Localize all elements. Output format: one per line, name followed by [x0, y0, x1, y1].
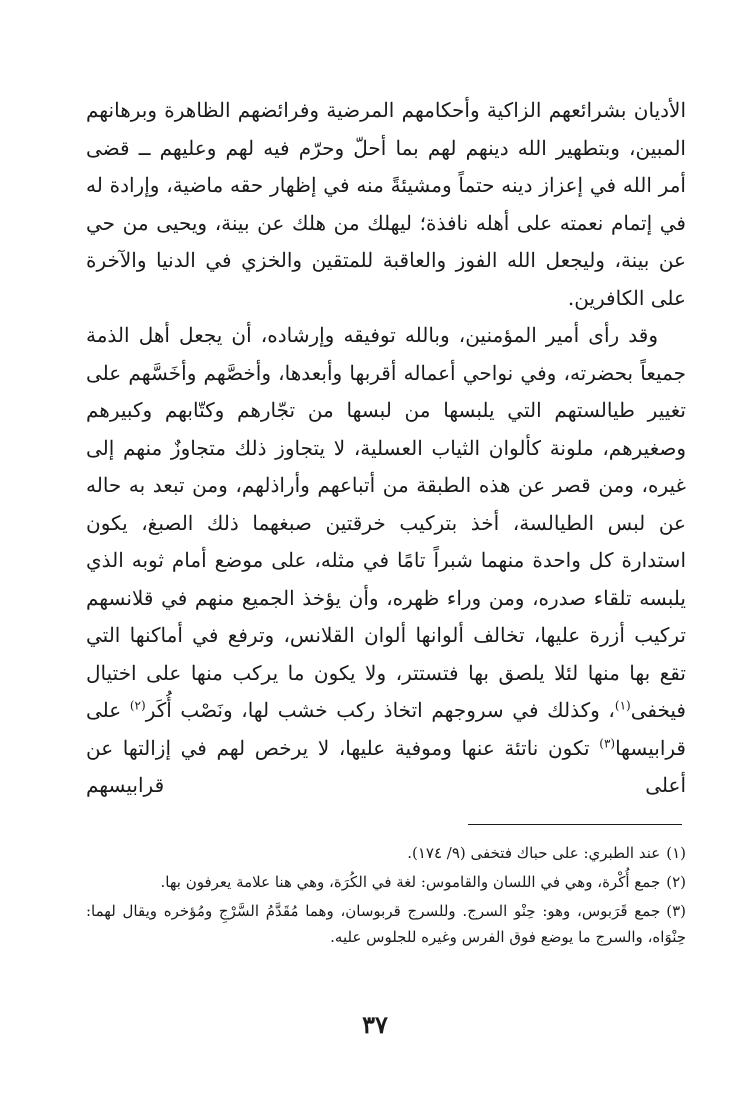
- footnotes: [86, 840, 686, 953]
- footnote-text: عند الطبري: على حباك فتخفى (٩/ ١٧٤).: [407, 844, 661, 862]
- footnote-text: جمع قَرَبوس، وهو: حِنْو السرج. وللسرج قربوسان، وهما مُقَدَّمُ السَّرْجِ ومُؤخره ويقال لهما: حِنْوَاه، والسرج ما يوضع فوق الفرس وغيره للجلوس عليه.: [86, 902, 686, 946]
- footnote-2: [86, 869, 686, 895]
- paragraph-2-part-4: تكون ناتئة عنها وموفية عليها، لا يرخص لهم في إزالتها عن أعلى قرابيسهم: [86, 735, 686, 797]
- paragraph-2: [86, 317, 686, 805]
- page-number: ٣٧: [362, 1010, 388, 1039]
- footnote-number: (٢): [666, 873, 686, 891]
- paragraph-2-part-2: ، وكذلك في سروجهم اتخاذ ركب خشب لها، ونَصْب أُكَر: [145, 698, 615, 722]
- footnote-number: (١): [666, 844, 686, 862]
- main-text: [86, 92, 686, 805]
- paragraph-2-part-3: على قرابيسها: [86, 698, 686, 760]
- footnote-text: جمع أُكْرة، وهي في اللسان والقاموس: لغة في الكُرَة، وهي هنا علامة يعرفون بها.: [160, 873, 661, 891]
- footnote-number: (٣): [666, 902, 686, 920]
- footnote-1: [86, 840, 686, 866]
- paragraph-2-part-1: وقد رأى أمير المؤمنين، وبالله توفيقه وإرشاده، أن يجعل أهل الذمة جميعاً بحضرته، وفي نواحي أعماله أقربها وأبعدها، وأخصَّهم وأخَسَّهم على تغيير طيالستهم التي يلبسها من لبسها من تجّارهم وكتّابهم وكبيرهم وصغيرهم، ملونة كألوان الثياب العسلية، لا يتجاوز ذلك متجاوزٌ منهم إلى غيره، ومن قصر عن هذه الطبقة من أتباعهم وأراذلهم، ومن تبعد به حاله عن لبس الطيالسة، أخذ بتركيب خرقتين صبغهما ذلك الصبغ، يكون استدارة كل واحدة منهما شبراً تامًا في مثله، على موضع أمام ثوبه الذي يلبسه تلقاء صدره، ومن وراء ظهره، وأن يؤخذ الجميع منهم في قلانسهم تركيب أزرة عليها، تخالف ألوانها ألوان القلانس، وترفع في أماكنها التي تقع بها منها لئلا يلصق بها فتستتر، ولا يكون ما يركب منها على اختيال فيخفى: [86, 323, 686, 722]
- footnote-ref-3[interactable]: (٣): [599, 735, 616, 750]
- footnote-ref-1[interactable]: (١): [614, 698, 631, 713]
- footnote-ref-2[interactable]: (٢): [129, 698, 146, 713]
- footnote-3: [86, 898, 686, 950]
- footnote-divider: [468, 824, 682, 825]
- paragraph-1: الأديان بشرائعهم الزاكية وأحكامهم المرضية وفرائضهم الظاهرة وبرهانهم المبين، وبتطهير الله دينهم لهم بما أحلّ وحرّم فيه لهم وعليهم ــ قضى أمر الله في إعزاز دينه حتماً ومشيئةً منه في إظهار حقه ماضية، وإرادة له في إتمام نعمته على أهله نافذة؛ ليهلك من هلك عن بينة، ويحيى من حي عن بينة، وليجعل الله الفوز والعاقبة للمتقين والخزي في الدنيا والآخرة على الكافرين.: [86, 98, 686, 310]
